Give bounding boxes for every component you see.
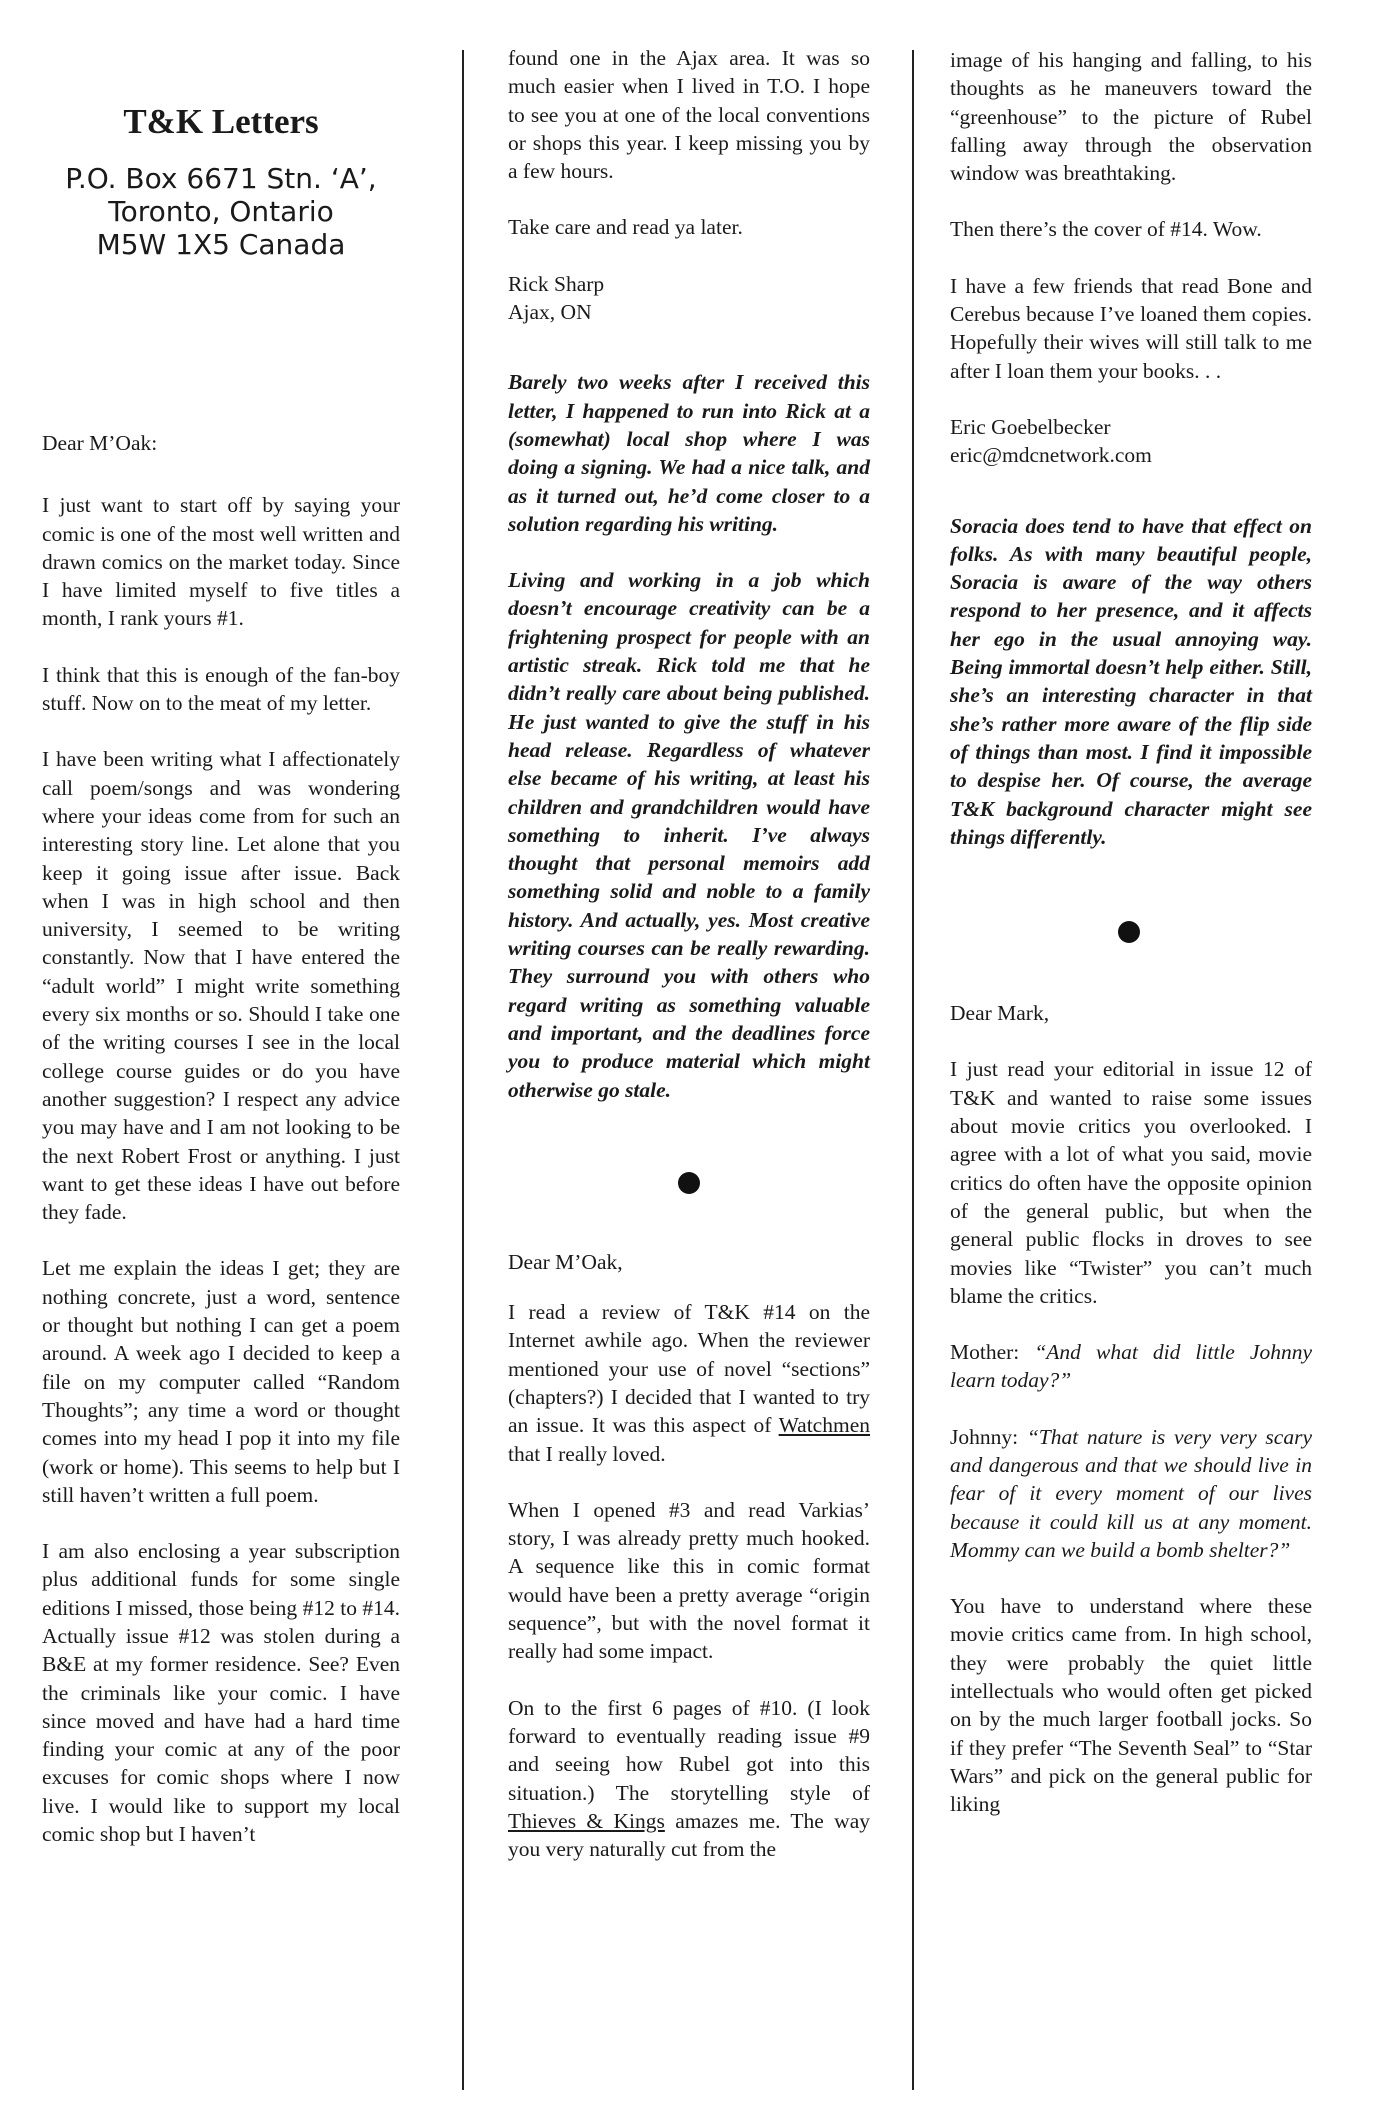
letter3-paragraph-1: I just read your editorial in issue 12 of T&K and wanted to raise some issues about movie critics you overlooked. I agree with a lot of what you said, movie critics do often have the opposite opinion of the general public, but when the general public flocks in droves to see movies like “Twister” you can’t much blame the critics. [950,1057,1312,1308]
letters-header [42,102,400,261]
letter1-signature-name: Rick Sharp [508,271,605,296]
mother-line: “And what did little Johnny learn today?” [950,1340,1312,1393]
letter2-p1-title: Watchmen [778,1413,870,1438]
letter2-p3-title: Thieves & Kings [508,1808,665,1833]
mother-label: Mother: [950,1340,1035,1365]
address-line-2: Toronto, Ontario [108,195,334,228]
letter1-closing: Take care and read ya later. [508,215,743,240]
letter1-paragraph-2: I think that this is enough of the fan-boy stuff. Now on to the meat of my letter. [42,662,400,716]
address-line-3: M5W 1X5 Canada [96,228,346,261]
column-3 [950,0,1312,1819]
column-divider-2 [912,50,914,2090]
letter3-salutation: Dear Mark, [950,1001,1050,1026]
reply2-paragraph-1: Soracia does tend to have that effect on folks. As with many beautiful people, Soracia is aware of the way others respond to her presence, and it affects her ego in the usual annoying way. Being immortal doesn’t help either. Still, she’s an interesting character in that she’s rather more aware of the flip side of things than most. I find it impossible to despise her. Of course, the average T&K background character might see things differently. [950,513,1312,849]
letter3-paragraph-2: You have to understand where these movie critics came from. In high school, they were probably the quiet little intellectuals who would often get picked on by the much larger football jocks. So if they prefer “The Seventh Seal” to “Star Wars” and pick on the general public for liking [950,1594,1312,1817]
letter1-salutation: Dear M’Oak: [42,431,158,455]
column-1 [42,0,400,1848]
letter2-paragraph-4: Then there’s the cover of #14. Wow. [950,217,1262,242]
letter2-p1-text-b: that I really loved. [508,1441,666,1466]
reply1-paragraph-1: Barely two weeks after I received this letter, I happened to run into Rick at a (somewhat) local shop where I was doing a signing. We had a nice talk, and as it turned out, he’d come closer to a solution regarding his writing. [508,370,870,536]
letter2-paragraph-2: When I opened #3 and read Varkias’ story, I was already pretty much hooked. A sequence like this in comic format would have been a pretty average “origin sequence”, but with the novel format it really had some impact. [508,1497,870,1664]
letter2-p1-text-a: I read a review of T&K #14 on the Internet awhile ago. When the reviewer mentioned your use of novel “sections” (chapters?) I decided that I wanted to try an issue. It was this aspect of [508,1300,870,1438]
letter2-paragraph-3-continued: image of his hanging and falling, to his thoughts as he maneuvers toward the “greenhouse” to the picture of Rubel falling away through the observation window was breathtaking. [950,48,1312,186]
letter2-salutation: Dear M’Oak, [508,1249,623,1274]
letter3-mother-quote [950,1338,1312,1395]
letter2-paragraph-1 [508,1298,870,1468]
johnny-line: “That nature is very very scary and dangerous and that we should live in fear of it every moment of our lives because it could kill us at any moment. Mommy can we build a bomb shelter?” [950,1424,1313,1562]
column-divider-1 [462,50,464,2090]
letter1-paragraph-5: I am also enclosing a year subscription plus additional funds for some single editions I missed, those being #12 to #14. Actually issue #12 was stolen during a B&E at my former residence. See? Even the criminals like your comic. I have since moved and have had a hard time finding your comic at any of the poor excuses for comic shops where I now live. I would like to support my local comic shop but I haven’t [42,1539,400,1847]
letter2-p3-text-a: On to the first 6 pages of #10. (I look forward to eventually reading issue #9 and seeing how Rubel got into this situation.) The storytelling style of [508,1695,870,1805]
letter1-signature-place: Ajax, ON [508,300,592,325]
johnny-label: Johnny: [950,1424,1027,1449]
address-line-1: P.O. Box 6671 Stn. ‘A’, [65,162,377,195]
letter1-paragraph-1: I just want to start off by saying your comic is one of the most well written and drawn comics on the market today. Since I have limited myself to five titles a month, I rank yours #1. [42,493,400,631]
letter2-signature-email: eric@mdcnetwork.com [950,443,1152,468]
letter1-paragraph-5-continued: found one in the Ajax area. It was so much easier when I lived in T.O. I hope to see you at one of the local conventions or shops this year. I keep missing you by a few hours. [508,46,870,184]
reply1-paragraph-2: Living and working in a job which doesn’t encourage creativity can be a frightening prospect for people with an artistic streak. Rick told me that he didn’t really care about being published. He just wanted to give the stuff in his head release. Regardless of whatever else became of his writing, at least his children and grandchildren would have something to inherit. I’ve always thought that personal memoirs add something solid and noble to a family history. And actually, yes. Most creative writing courses can be really rewarding. They surround you with others who regard writing as something valuable and important, and the deadlines force you to produce material which might otherwise go stale. [508,568,870,1102]
letter1-paragraph-4: Let me explain the ideas I get; they are nothing concrete, just a word, sentence or thought but nothing I can get a poem around. A week ago I decided to keep a file on my computer called “Random Thoughts”; any time a word or thought comes into my head I pop it into my file (work or home). This seems to help but I still haven’t written a full poem. [42,1256,400,1507]
letter1-paragraph-3: I have been writing what I affectionately call poem/songs and was wondering where your ideas come from for such an interesting story line. Let alone that you keep it going issue after issue. Back when I was in high school and then university, I seemed to be writing constantly. Now that I have entered the “adult world” I might write something every six months or so. Should I take one of the writing courses I see in the local college course guides or do you have another suggestion? I respect any advice you may have and I am not looking to be the next Robert Frost or anything. I just want to get these ideas I have out before they fade. [42,747,400,1225]
page-title: T&K Letters [123,102,319,141]
letter3-johnny-quote [950,1423,1312,1564]
letter2-paragraph-5: I have a few friends that read Bone and Cerebus because I’ve loaned them copies. Hopefully their wives will still talk to me after I loan them your books. . . [950,273,1312,383]
column-2 [508,0,870,1863]
section-separator-dot [1118,921,1140,943]
letter2-p3-text-b: amazes me. The way you very naturally cut from the [508,1808,870,1862]
letter2-signature-name: Eric Goebelbecker [950,414,1111,439]
letter2-paragraph-3 [508,1694,870,1864]
section-separator-dot [678,1172,700,1194]
